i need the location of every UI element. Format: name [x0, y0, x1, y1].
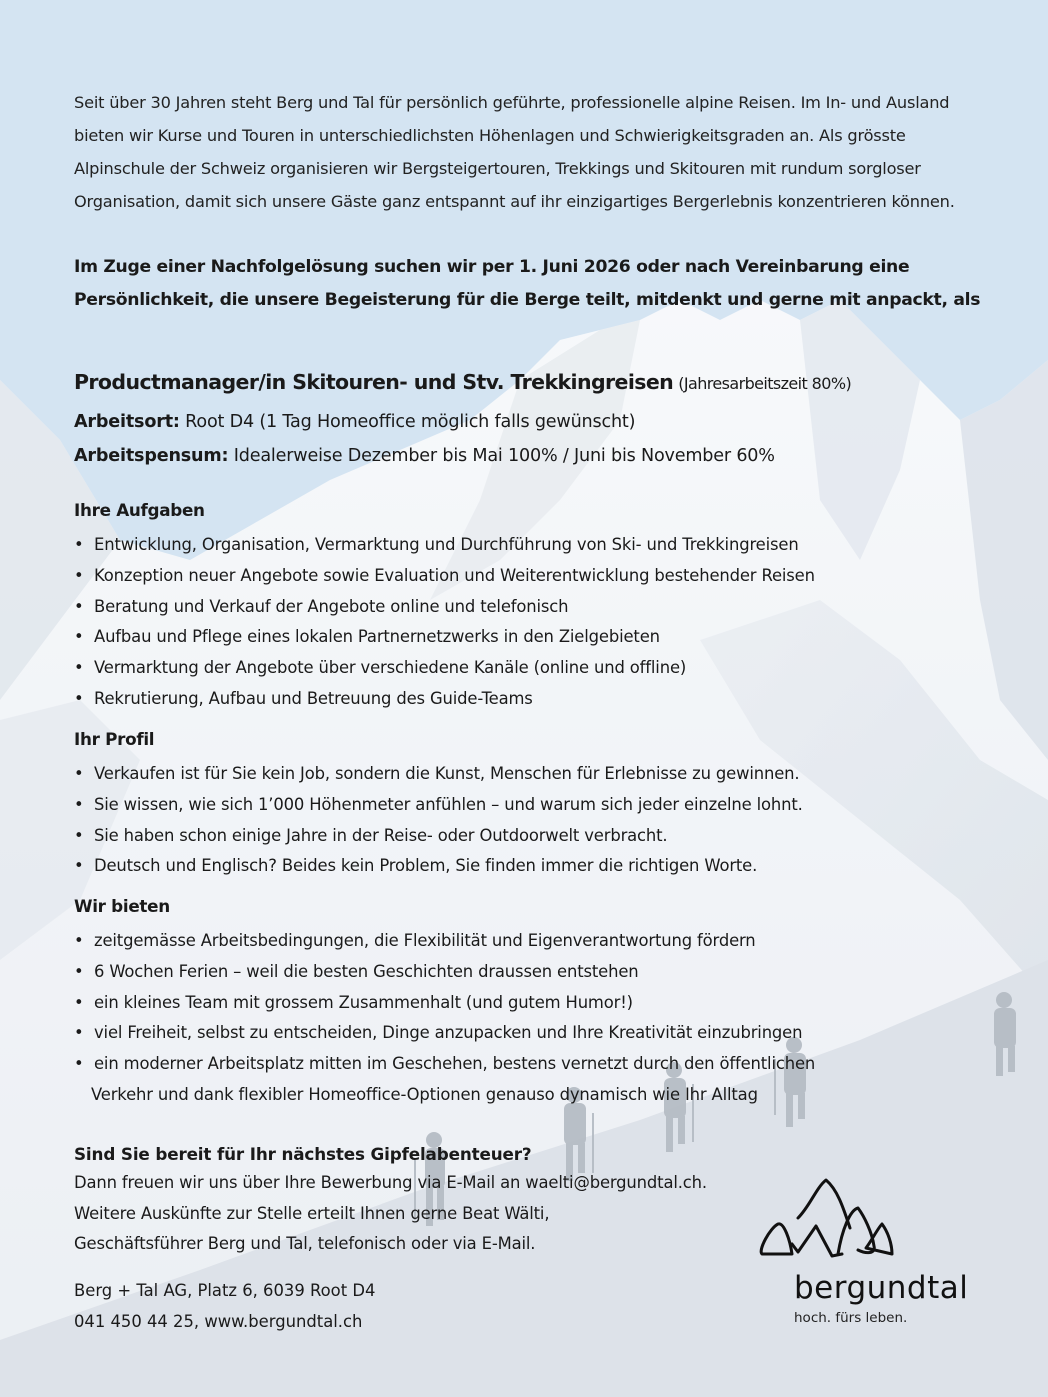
- bullet-icon: •: [74, 1023, 84, 1043]
- list-item: • viel Freiheit, selbst zu entscheiden, Dinge anzupacken und Ihre Kreativität einzubringen: [74, 1018, 994, 1049]
- bullet-icon: •: [74, 1054, 84, 1074]
- bullet-icon: •: [74, 764, 84, 783]
- list-item: • 6 Wochen Ferien – weil die besten Geschichten draussen entstehen: [74, 957, 994, 988]
- list-item: • Beratung und Verkauf der Angebote online und telefonisch: [74, 592, 994, 623]
- list-item: • Verkaufen ist für Sie kein Job, sondern die Kunst, Menschen für Erlebnisse zu gewinnen.: [74, 759, 994, 790]
- bullet-icon: •: [74, 627, 84, 647]
- section-offer: [74, 896, 994, 1111]
- list-item: • zeitgemässe Arbeitsbedingungen, die Flexibilität und Eigenverantwortung fördern: [74, 926, 994, 957]
- section-tasks: [74, 500, 994, 715]
- bullet-icon: •: [74, 825, 84, 845]
- list-item: • Aufbau und Pflege eines lokalen Partnernetzwerks in den Zielgebieten: [74, 622, 994, 653]
- list-item: • Sie wissen, wie sich 1’000 Höhenmeter anfühlen – und warum sich jeder einzelne lohnt.: [74, 790, 994, 821]
- job-title: [74, 370, 851, 394]
- bullet-icon: •: [74, 658, 84, 678]
- bullet-icon: •: [74, 992, 84, 1012]
- section-heading: Wir bieten: [74, 896, 170, 916]
- list-item: • Konzeption neuer Angebote sowie Evaluation und Weiterentwicklung bestehender Reisen: [74, 561, 994, 592]
- section-heading: Ihre Aufgaben: [74, 500, 205, 520]
- section-heading: Ihr Profil: [74, 729, 155, 749]
- lead-paragraph: Im Zuge einer Nachfolgelösung suchen wir per 1. Juni 2026 oder nach Vereinbarung eine Persönlichkeit, die unsere Begeisterung für die Berge teilt, mitdenkt und gerne mit anpackt, als: [74, 257, 981, 311]
- list-item: • Deutsch und Englisch? Beides kein Problem, Sie finden immer die richtigen Worte.: [74, 851, 994, 882]
- bullet-icon: •: [74, 961, 84, 981]
- address-line: Berg + Tal AG, Platz 6, 6039 Root D4: [74, 1281, 376, 1300]
- bullet-icon: •: [74, 688, 84, 708]
- bullet-icon: •: [74, 856, 84, 876]
- logo-wordmark: bergundtal: [794, 1270, 969, 1306]
- cta-line: Dann freuen wir uns über Ihre Bewerbung via E-Mail an waelti@bergundtal.ch.: [74, 1173, 707, 1192]
- profile-list: [74, 759, 994, 882]
- contact-line: 041 450 44 25, www.bergundtal.ch: [74, 1311, 363, 1331]
- job-title-main: Productmanager/in Skitouren- und Stv. Trekkingreisen: [74, 370, 674, 394]
- workload-label: Arbeitspensum:: [74, 446, 229, 466]
- company-address: [74, 1276, 375, 1337]
- list-item: • Sie haben schon einige Jahre in der Reise- oder Outdoorwelt verbracht.: [74, 821, 994, 852]
- logo-tagline: hoch. fürs leben.: [794, 1310, 908, 1326]
- bullet-icon: •: [74, 931, 84, 950]
- job-location: [74, 412, 635, 432]
- cta-line: Weitere Auskünfte zur Stelle erteilt Ihnen gerne Beat Wälti,: [74, 1203, 550, 1223]
- offer-list: [74, 926, 994, 1111]
- mountain-logo-icon: [754, 1170, 914, 1270]
- list-item: • Vermarktung der Angebote über verschiedene Kanäle (online und offline): [74, 653, 994, 684]
- cta-heading: Sind Sie bereit für Ihr nächstes Gipfelabenteuer?: [74, 1144, 532, 1164]
- section-profile: [74, 729, 994, 882]
- intro-paragraph: Seit über 30 Jahren steht Berg und Tal für persönlich geführte, professionelle alpine Reisen. Im In- und Ausland bieten wir Kurse und Touren in unterschiedlichsten Höhenlagen und Schwierigkeitsgraden an. Als grösste Alpinschule der Schweiz organisieren wir Bergsteigertouren, Trekkings und Skitouren mit rundum sorgloser Organisation, damit sich unsere Gäste ganz entspannt auf ihr einzigartiges Bergerlebnis konzentrieren können.: [74, 93, 955, 212]
- bullet-icon: •: [74, 596, 84, 616]
- list-item-continuation: Verkehr und dank flexibler Homeoffice-Optionen genauso dynamisch wie Ihr Alltag: [91, 1084, 758, 1104]
- job-workload: [74, 446, 775, 466]
- call-to-action: [74, 1140, 707, 1260]
- location-value: Root D4 (1 Tag Homeoffice möglich falls gewünscht): [185, 412, 636, 432]
- list-item: • ein moderner Arbeitsplatz mitten im Geschehen, bestens vernetzt durch den öffentlichen Verkehr und dank flexibler Homeoffice-Optionen genauso dynamisch wie Ihr Alltag: [74, 1049, 994, 1111]
- list-item: • Entwicklung, Organisation, Vermarktung und Durchführung von Ski- und Trekkingreisen: [74, 530, 994, 561]
- bullet-icon: •: [74, 565, 84, 585]
- job-title-subtitle: (Jahresarbeitszeit 80%): [678, 374, 852, 393]
- workload-value: Idealerweise Dezember bis Mai 100% / Juni bis November 60%: [233, 446, 775, 466]
- list-item: • ein kleines Team mit grossem Zusammenhalt (und gutem Humor!): [74, 988, 994, 1019]
- bullet-icon: •: [74, 535, 84, 554]
- location-label: Arbeitsort:: [74, 412, 180, 432]
- cta-line: Geschäftsführer Berg und Tal, telefonisch oder via E-Mail.: [74, 1234, 536, 1253]
- list-item: • Rekrutierung, Aufbau und Betreuung des Guide-Teams: [74, 684, 994, 715]
- task-list: [74, 530, 994, 715]
- bullet-icon: •: [74, 794, 84, 814]
